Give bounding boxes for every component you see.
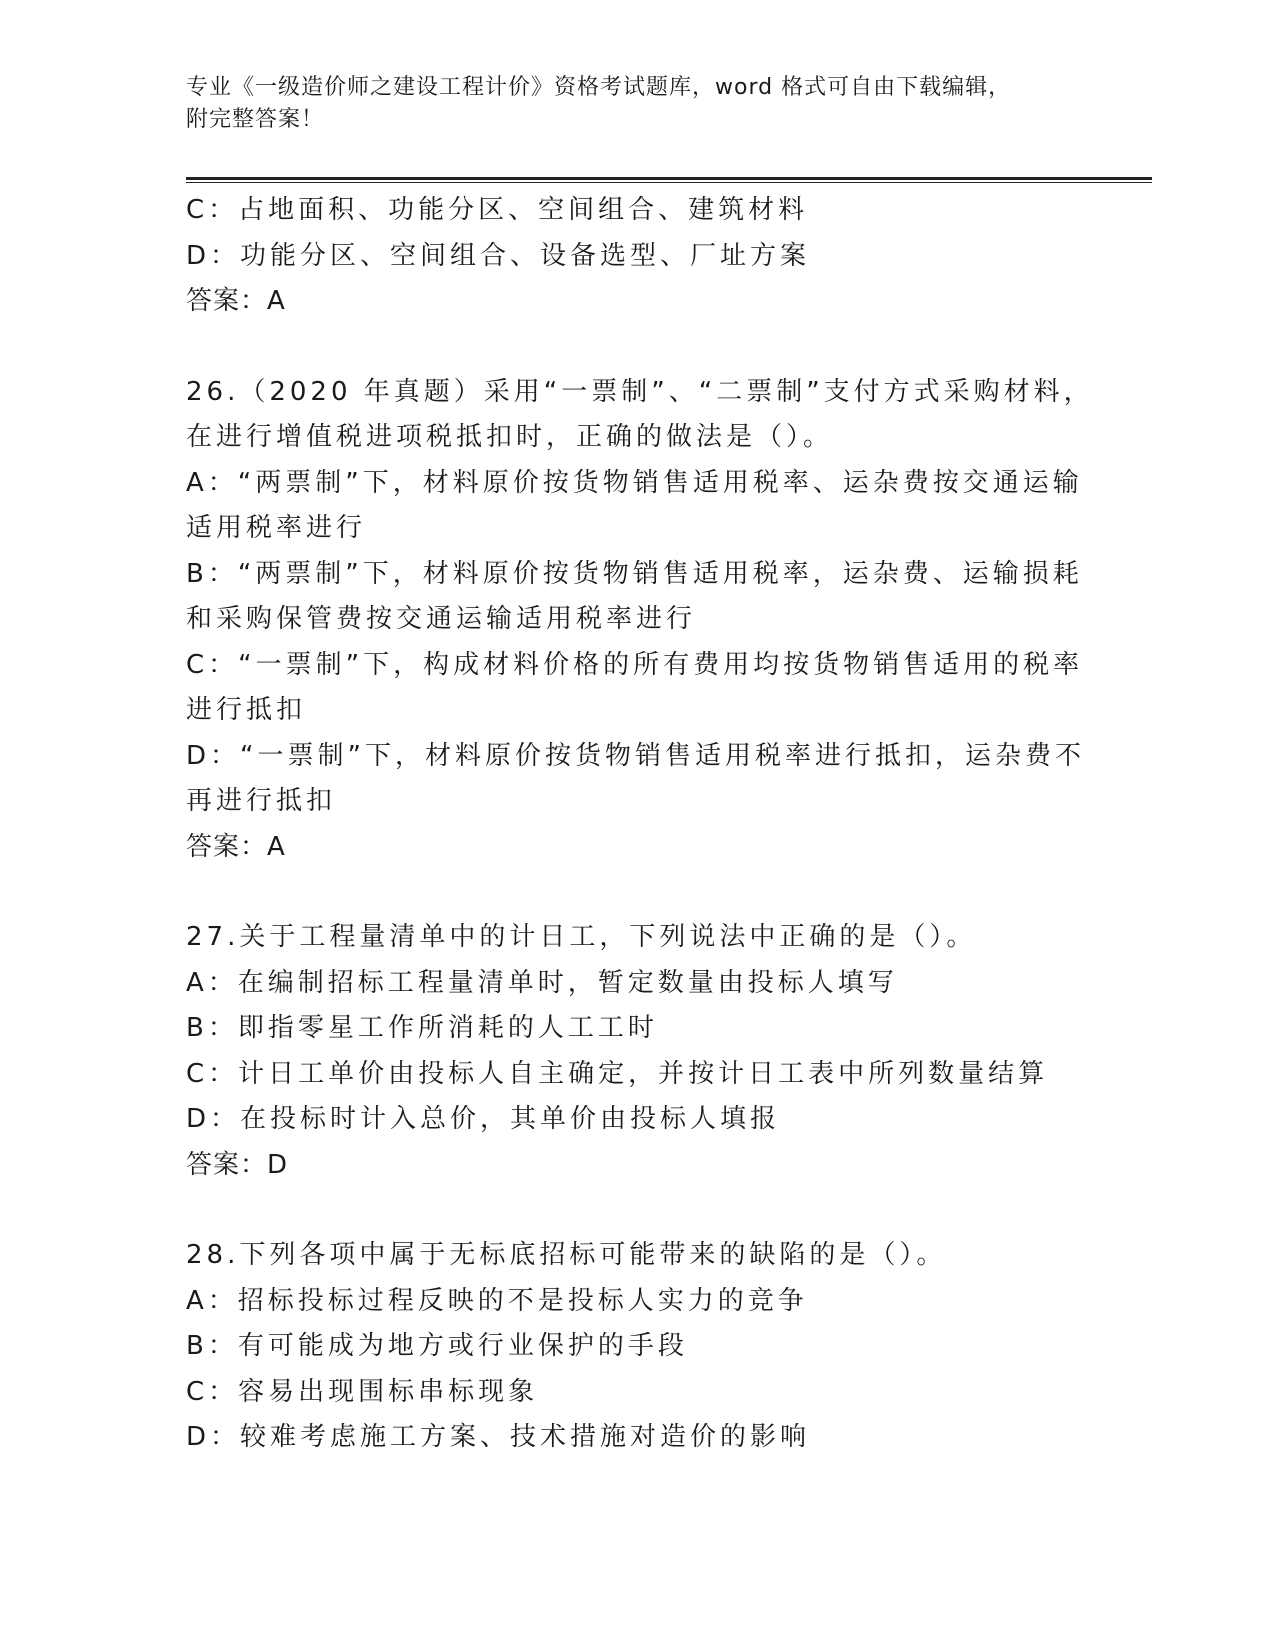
option-d: D：功能分区、空间组合、设备选型、厂址方案 [186, 240, 811, 271]
spacer [186, 870, 1086, 915]
question-stem-cont: 在进行增值税进项税抵扣时，正确的做法是（）。 [186, 422, 834, 452]
option-c: C：计日工单价由投标人自主确定，并按计日工表中所列数量结算 [186, 1058, 1049, 1089]
option-c: C：“一票制”下，构成材料价格的所有费用均按货物销售适用的税率 [186, 649, 1084, 680]
option-b: B：“两票制”下，材料原价按货物销售适用税率，运杂费、运输损耗 [186, 558, 1083, 589]
spacer [186, 1188, 1086, 1233]
option-d: D：在投标时计入总价，其单价由投标人填报 [186, 1104, 781, 1134]
spacer [186, 325, 1086, 370]
header-divider-thick [186, 177, 1152, 180]
option-b-cont: 和采购保管费按交通运输适用税率进行 [186, 604, 697, 634]
option-a: A：招标投标过程反映的不是投标人实力的竞争 [186, 1285, 808, 1316]
question-stem: 27.关于工程量清单中的计日工，下列说法中正确的是（）。 [186, 922, 977, 952]
option-c: C：容易出现围标串标现象 [186, 1376, 539, 1407]
option-c-cont: 进行抵扣 [186, 695, 307, 725]
answer-line: 答案：A [186, 831, 286, 862]
option-d: D：较难考虑施工方案、技术措施对造价的影响 [186, 1422, 811, 1452]
answer-line: 答案：D [186, 1149, 289, 1180]
question-25 [186, 188, 1086, 325]
question-28 [186, 1233, 1086, 1461]
question-26 [186, 370, 1094, 871]
answer-line: 答案：A [186, 286, 286, 316]
option-a: A：“两票制”下，材料原价按货物销售适用税率、运杂费按交通运输 [186, 467, 1083, 498]
option-a-cont: 适用税率进行 [186, 513, 367, 543]
question-stem: 26.（2020 年真题）采用“一票制”、“二票制”支付方式采购材料， [186, 376, 1094, 407]
option-d: D：“一票制”下，材料原价按货物销售适用税率进行抵扣，运杂费不 [186, 740, 1085, 771]
header-line-2: 附完整答案！ [186, 107, 325, 132]
option-c: C：占地面积、功能分区、空间组合、建筑材料 [186, 195, 809, 225]
option-b: B：即指零星工作所消耗的人工工时 [186, 1013, 658, 1043]
header-line-1: 专业《一级造价师之建设工程计价》资格考试题库，word 格式可自由下载编辑， [186, 75, 1012, 100]
option-b: B：有可能成为地方或行业保护的手段 [186, 1331, 688, 1361]
document-header [186, 72, 1086, 136]
question-stem: 28.下列各项中属于无标底招标可能带来的缺陷的是（）。 [186, 1240, 947, 1270]
question-list [186, 188, 1094, 1461]
question-27 [186, 915, 1086, 1188]
header-divider-thin [186, 182, 1152, 183]
option-d-cont: 再进行抵扣 [186, 786, 337, 816]
option-a: A：在编制招标工程量清单时，暂定数量由投标人填写 [186, 967, 898, 998]
